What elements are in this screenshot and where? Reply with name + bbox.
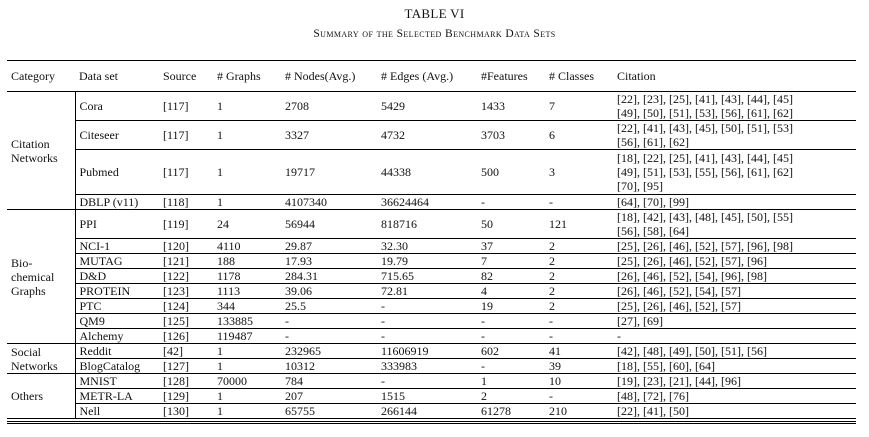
- citation-line: [26], [46], [52], [54], [96], [98]: [617, 269, 767, 283]
- category-line: Networks: [11, 358, 58, 373]
- edges-cell: 266144: [377, 404, 477, 419]
- features-cell: 3703: [477, 121, 545, 150]
- dataset-cell: PPI: [75, 210, 159, 239]
- source-cell: [117]: [159, 121, 213, 150]
- table-row: [7, 299, 856, 314]
- dataset-cell: Alchemy: [75, 329, 159, 344]
- graphs-cell: 133885: [213, 314, 281, 329]
- dataset-cell: METR-LA: [75, 389, 159, 404]
- classes-cell: 2: [545, 254, 613, 269]
- header-nodes: # Nodes(Avg.): [281, 61, 377, 92]
- header-row: [7, 61, 856, 92]
- nodes-cell: 29.87: [281, 239, 377, 254]
- source-cell: [120]: [159, 239, 213, 254]
- table-label: TABLE VI: [404, 6, 465, 21]
- header-graphs: # Graphs: [213, 61, 281, 92]
- features-cell: 602: [477, 344, 545, 359]
- classes-cell: 7: [545, 92, 613, 121]
- citation-line: [70], [95]: [617, 179, 663, 193]
- category-line: chemical: [11, 269, 55, 284]
- citation-cell: [613, 254, 856, 269]
- features-cell: 82: [477, 269, 545, 284]
- source-cell: [130]: [159, 404, 213, 419]
- classes-cell: 2: [545, 299, 613, 314]
- citation-line: [18], [22], [25], [41], [43], [44], [45]: [617, 151, 793, 165]
- features-cell: 500: [477, 150, 545, 195]
- source-cell: [126]: [159, 329, 213, 344]
- citation-cell: [613, 374, 856, 389]
- features-cell: 1433: [477, 92, 545, 121]
- citation-line: [64], [70], [99]: [617, 195, 689, 209]
- edges-cell: 11606919: [377, 344, 477, 359]
- source-cell: [117]: [159, 150, 213, 195]
- table-title: Summary of the Selected Benchmark Data Sets: [313, 28, 556, 40]
- nodes-cell: 2708: [281, 92, 377, 121]
- classes-cell: 2: [545, 239, 613, 254]
- classes-cell: 41: [545, 344, 613, 359]
- citation-line: [48], [72], [76]: [617, 389, 689, 403]
- classes-cell: -: [545, 389, 613, 404]
- edges-cell: 32.30: [377, 239, 477, 254]
- table-row: [7, 254, 856, 269]
- source-cell: [117]: [159, 92, 213, 121]
- header-citation: Citation: [613, 61, 856, 92]
- nodes-cell: 3327: [281, 121, 377, 150]
- features-cell: 1: [477, 374, 545, 389]
- nodes-cell: 284.31: [281, 269, 377, 284]
- edges-cell: 72.81: [377, 284, 477, 299]
- graphs-cell: 1: [213, 344, 281, 359]
- table-row: [7, 314, 856, 329]
- edges-cell: -: [377, 374, 477, 389]
- graphs-cell: 119487: [213, 329, 281, 344]
- edges-cell: -: [377, 299, 477, 314]
- category-line: Citation: [11, 136, 50, 151]
- classes-cell: 6: [545, 121, 613, 150]
- source-cell: [127]: [159, 359, 213, 374]
- table-row: [7, 359, 856, 374]
- table-row: [7, 92, 856, 121]
- edges-cell: 44338: [377, 150, 477, 195]
- nodes-cell: 65755: [281, 404, 377, 419]
- citation-cell: [613, 284, 856, 299]
- features-cell: -: [477, 314, 545, 329]
- graphs-cell: 24: [213, 210, 281, 239]
- table-row: [7, 374, 856, 389]
- citation-line: [56], [58], [64]: [617, 224, 689, 238]
- nodes-cell: 4107340: [281, 195, 377, 210]
- graphs-cell: 1: [213, 121, 281, 150]
- citation-line: [56], [61], [62]: [617, 135, 689, 149]
- edges-cell: 818716: [377, 210, 477, 239]
- citation-cell: [613, 404, 856, 419]
- classes-cell: 39: [545, 359, 613, 374]
- dataset-cell: D&D: [75, 269, 159, 284]
- graphs-cell: 1: [213, 359, 281, 374]
- nodes-cell: -: [281, 329, 377, 344]
- table-row: [7, 150, 856, 195]
- citation-cell: [613, 389, 856, 404]
- header-edges: # Edges (Avg.): [377, 61, 477, 92]
- citation-cell: [613, 344, 856, 359]
- nodes-cell: 232965: [281, 344, 377, 359]
- edges-cell: 333983: [377, 359, 477, 374]
- dataset-cell: Pubmed: [75, 150, 159, 195]
- classes-cell: 3: [545, 150, 613, 195]
- table-row: [7, 195, 856, 210]
- graphs-cell: 1: [213, 404, 281, 419]
- citation-line: [25], [26], [46], [52], [57]: [617, 299, 741, 313]
- category-line: Others: [11, 389, 43, 403]
- source-cell: [128]: [159, 374, 213, 389]
- source-cell: [121]: [159, 254, 213, 269]
- classes-cell: 2: [545, 269, 613, 284]
- features-cell: -: [477, 359, 545, 374]
- header-source: Source: [159, 61, 213, 92]
- edges-cell: 715.65: [377, 269, 477, 284]
- nodes-cell: 56944: [281, 210, 377, 239]
- category-cell: [7, 210, 75, 344]
- nodes-cell: -: [281, 314, 377, 329]
- graphs-cell: 1: [213, 150, 281, 195]
- nodes-cell: 17.93: [281, 254, 377, 269]
- dataset-cell: MNIST: [75, 374, 159, 389]
- features-cell: -: [477, 329, 545, 344]
- dataset-cell: Cora: [75, 92, 159, 121]
- features-cell: 61278: [477, 404, 545, 419]
- classes-cell: 2: [545, 284, 613, 299]
- category-line: Social: [11, 344, 41, 359]
- dataset-cell: DBLP (v11): [75, 195, 159, 210]
- table-row: [7, 329, 856, 344]
- source-cell: [122]: [159, 269, 213, 284]
- dataset-cell: Citeseer: [75, 121, 159, 150]
- citation-cell: [613, 329, 856, 344]
- classes-cell: -: [545, 195, 613, 210]
- source-cell: [129]: [159, 389, 213, 404]
- citation-line: -: [617, 329, 621, 343]
- nodes-cell: 10312: [281, 359, 377, 374]
- category-cell: [7, 374, 75, 419]
- nodes-cell: 784: [281, 374, 377, 389]
- category-line: Bio-: [11, 255, 33, 270]
- edges-cell: 5429: [377, 92, 477, 121]
- source-cell: [124]: [159, 299, 213, 314]
- citation-cell: [613, 299, 856, 314]
- graphs-cell: 1178: [213, 269, 281, 284]
- citation-cell: [613, 150, 856, 195]
- dataset-cell: BlogCatalog: [75, 359, 159, 374]
- graphs-cell: 344: [213, 299, 281, 314]
- graphs-cell: 1113: [213, 284, 281, 299]
- source-cell: [119]: [159, 210, 213, 239]
- dataset-cell: Reddit: [75, 344, 159, 359]
- header-classes: # Classes: [545, 61, 613, 92]
- citation-line: [19], [23], [21], [44], [96]: [617, 374, 741, 388]
- edges-cell: 19.79: [377, 254, 477, 269]
- source-cell: [118]: [159, 195, 213, 210]
- citation-line: [49], [50], [51], [53], [56], [61], [62]: [617, 106, 793, 120]
- citation-cell: [613, 239, 856, 254]
- dataset-cell: QM9: [75, 314, 159, 329]
- nodes-cell: 25.5: [281, 299, 377, 314]
- dataset-cell: NCI-1: [75, 239, 159, 254]
- edges-cell: 36624464: [377, 195, 477, 210]
- edges-cell: -: [377, 329, 477, 344]
- classes-cell: -: [545, 314, 613, 329]
- citation-line: [27], [69]: [617, 314, 663, 328]
- header-dataset: Data set: [75, 61, 159, 92]
- edges-cell: 1515: [377, 389, 477, 404]
- citation-cell: [613, 314, 856, 329]
- table-row: [7, 404, 856, 419]
- citation-cell: [613, 210, 856, 239]
- source-cell: [123]: [159, 284, 213, 299]
- features-cell: -: [477, 195, 545, 210]
- classes-cell: -: [545, 329, 613, 344]
- table-row: [7, 121, 856, 150]
- classes-cell: 210: [545, 404, 613, 419]
- citation-cell: [613, 359, 856, 374]
- benchmark-table: [7, 60, 856, 419]
- graphs-cell: 4110: [213, 239, 281, 254]
- dataset-cell: PTC: [75, 299, 159, 314]
- dataset-cell: PROTEIN: [75, 284, 159, 299]
- dataset-cell: Nell: [75, 404, 159, 419]
- category-line: Graphs: [11, 283, 46, 298]
- source-cell: [125]: [159, 314, 213, 329]
- category-cell: [7, 344, 75, 374]
- classes-cell: 121: [545, 210, 613, 239]
- features-cell: 19: [477, 299, 545, 314]
- category-cell: [7, 92, 75, 210]
- table-row: [7, 269, 856, 284]
- citation-cell: [613, 269, 856, 284]
- citation-line: [26], [46], [52], [54], [57]: [617, 284, 741, 298]
- graphs-cell: 70000: [213, 374, 281, 389]
- features-cell: 50: [477, 210, 545, 239]
- citation-line: [22], [41], [50]: [617, 404, 689, 418]
- citation-cell: [613, 121, 856, 150]
- citation-line: [22], [23], [25], [41], [43], [44], [45]: [617, 92, 793, 106]
- table-row: [7, 210, 856, 239]
- header-features: #Features: [477, 61, 545, 92]
- citation-line: [49], [51], [53], [55], [56], [61], [62]: [617, 165, 793, 179]
- graphs-cell: 1: [213, 389, 281, 404]
- features-cell: 2: [477, 389, 545, 404]
- table-row: [7, 389, 856, 404]
- dataset-cell: MUTAG: [75, 254, 159, 269]
- citation-line: [18], [55], [60], [64]: [617, 359, 715, 373]
- citation-line: [25], [26], [46], [52], [57], [96], [98]: [617, 239, 793, 253]
- features-cell: 7: [477, 254, 545, 269]
- category-line: Networks: [11, 150, 58, 165]
- nodes-cell: 39.06: [281, 284, 377, 299]
- header-category: Category: [7, 61, 75, 92]
- features-cell: 37: [477, 239, 545, 254]
- citation-line: [18], [42], [43], [48], [45], [50], [55]: [617, 210, 793, 224]
- classes-cell: 10: [545, 374, 613, 389]
- graphs-cell: 1: [213, 195, 281, 210]
- citation-cell: [613, 195, 856, 210]
- table-row: [7, 239, 856, 254]
- source-cell: [42]: [159, 344, 213, 359]
- edges-cell: 4732: [377, 121, 477, 150]
- edges-cell: -: [377, 314, 477, 329]
- graphs-cell: 1: [213, 92, 281, 121]
- citation-line: [22], [41], [43], [45], [50], [51], [53]: [617, 121, 793, 135]
- table-row: [7, 344, 856, 359]
- table-row: [7, 284, 856, 299]
- bottom-rule: [7, 421, 856, 424]
- nodes-cell: 207: [281, 389, 377, 404]
- citation-line: [25], [26], [46], [52], [57], [96]: [617, 254, 767, 268]
- citation-line: [42], [48], [49], [50], [51], [56]: [617, 344, 767, 358]
- features-cell: 4: [477, 284, 545, 299]
- nodes-cell: 19717: [281, 150, 377, 195]
- graphs-cell: 188: [213, 254, 281, 269]
- citation-cell: [613, 92, 856, 121]
